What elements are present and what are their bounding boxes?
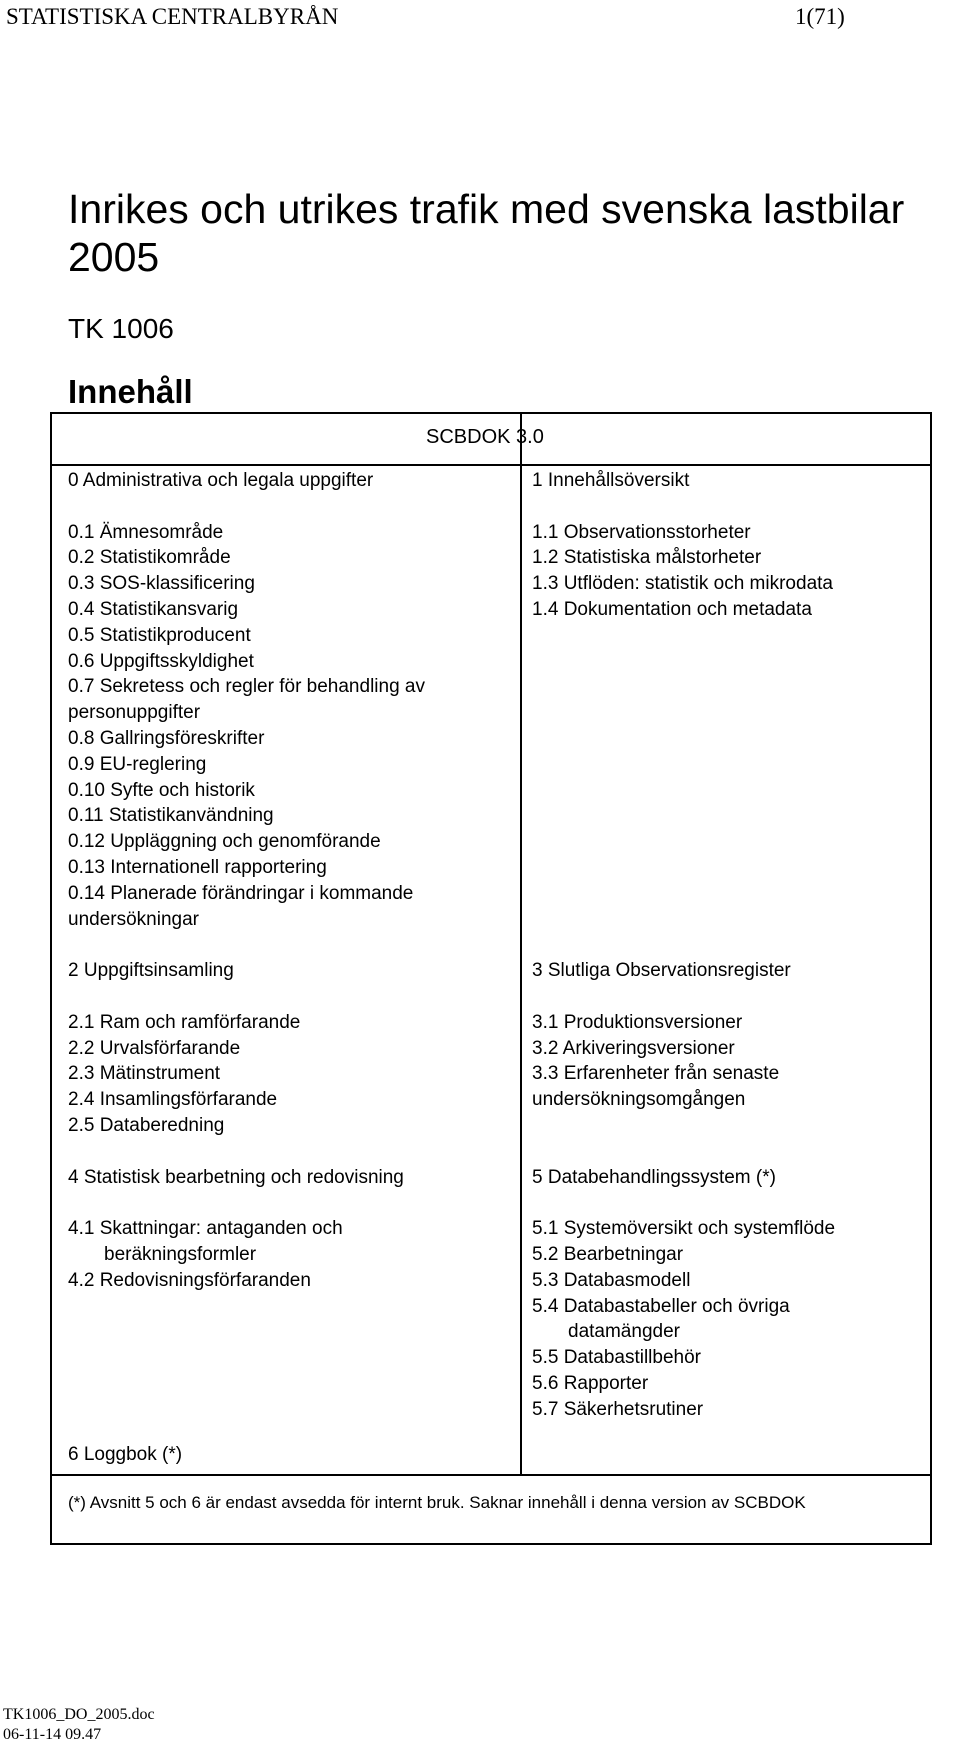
section-heading: 1 Innehållsöversikt xyxy=(532,470,690,491)
scbdok-label: SCBDOK 3.0 xyxy=(426,426,544,448)
footer-date: 06-11-14 09.47 xyxy=(3,1726,102,1743)
toc-item: 0.6 Uppgiftsskyldighet xyxy=(68,650,254,672)
toc-item: 1.2 Statistiska målstorheter xyxy=(532,547,762,569)
toc-left-column xyxy=(68,468,518,1294)
toc-item: 1.4 Dokumentation och metadata xyxy=(532,598,812,620)
toc-item: beräkningsformler xyxy=(104,1243,257,1265)
toc-item: 3.1 Produktionsversioner xyxy=(532,1011,743,1033)
toc-item: 5.6 Rapporter xyxy=(532,1372,649,1394)
toc-heading: Innehåll xyxy=(68,373,193,410)
section-heading: 3 Slutliga Observationsregister xyxy=(532,960,791,982)
toc-item: 0.5 Statistikproducent xyxy=(68,624,251,646)
toc-item: 5.3 Databasmodell xyxy=(532,1269,691,1291)
toc-item: 0.7 Sekretess och regler för behandling av xyxy=(68,676,425,698)
toc-item: 2.2 Urvalsförfarande xyxy=(68,1037,241,1059)
toc-item: 0.12 Uppläggning och genomförande xyxy=(68,831,381,853)
toc-item: 2.4 Insamlingsförfarande xyxy=(68,1089,278,1111)
section-heading: 4 Statistisk bearbetning och redovisning xyxy=(68,1166,404,1188)
toc-item: 1.1 Observationsstorheter xyxy=(532,521,751,543)
toc-item: 3.3 Erfarenheter från senaste xyxy=(532,1063,780,1085)
toc-item: undersökningsomgången xyxy=(532,1089,746,1111)
toc-item: 5.5 Databastillbehör xyxy=(532,1347,701,1369)
page-number: 1(71) xyxy=(795,4,845,29)
toc-item: 5.7 Säkerhetsrutiner xyxy=(532,1398,704,1420)
toc-item: 4.1 Skattningar: antaganden och xyxy=(68,1218,343,1240)
section-heading: 0 Administrativa och legala uppgifter xyxy=(68,470,374,491)
toc-item: 1.3 Utflöden: statistik och mikrodata xyxy=(532,573,833,595)
toc-item: 5.1 Systemöversikt och systemflöde xyxy=(532,1218,836,1240)
toc-item: 0.10 Syfte och historik xyxy=(68,779,255,801)
toc-item: 0.4 Statistikansvarig xyxy=(68,598,239,620)
footnote-text: (*) Avsnitt 5 och 6 är endast avsedda för internt bruk. Saknar innehåll i denna version av SCBDOK xyxy=(68,1493,806,1512)
toc-item: 4.2 Redovisningsförfaranden xyxy=(68,1269,311,1291)
toc-item: 0.3 SOS-klassificering xyxy=(68,573,255,595)
footer-filename: TK1006_DO_2005.doc xyxy=(3,1706,155,1723)
toc-right-column xyxy=(532,468,932,1422)
section-heading: 2 Uppgiftsinsamling xyxy=(68,960,234,982)
toc-item: 2.3 Mätinstrument xyxy=(68,1063,221,1085)
toc-item: 5.4 Databastabeller och övriga xyxy=(532,1295,790,1317)
toc-item: 0.11 Statistikanvändning xyxy=(68,805,274,827)
toc-item: 0.14 Planerade förändringar i kommande xyxy=(68,882,414,904)
document-title: Inrikes och utrikes trafik med svenska lastbilar 2005 xyxy=(68,186,905,280)
toc-item: 0.2 Statistikområde xyxy=(68,547,231,569)
toc-item: 3.2 Arkiveringsversioner xyxy=(532,1037,735,1059)
log-section-heading: 6 Loggbok (*) xyxy=(68,1444,183,1465)
section-heading: 5 Databehandlingssystem (*) xyxy=(532,1166,776,1188)
toc-item: 0.13 Internationell rapportering xyxy=(68,856,327,878)
toc-item: 5.2 Bearbetningar xyxy=(532,1243,684,1265)
document-code: TK 1006 xyxy=(68,313,174,344)
toc-item: 2.5 Databeredning xyxy=(68,1114,225,1136)
toc-item: undersökningar xyxy=(68,908,199,930)
toc-item: 2.1 Ram och ramförfarande xyxy=(68,1011,301,1033)
toc-item: datamängder xyxy=(568,1321,680,1343)
toc-item: 0.8 Gallringsföreskrifter xyxy=(68,727,265,749)
toc-item: 0.1 Ämnesområde xyxy=(68,521,224,543)
header-org: STATISTISKA CENTRALBYRÅN xyxy=(6,4,339,29)
column-divider xyxy=(520,412,522,1476)
toc-item: personuppgifter xyxy=(68,702,201,724)
toc-item: 0.9 EU-reglering xyxy=(68,753,207,775)
header-divider xyxy=(50,464,932,466)
